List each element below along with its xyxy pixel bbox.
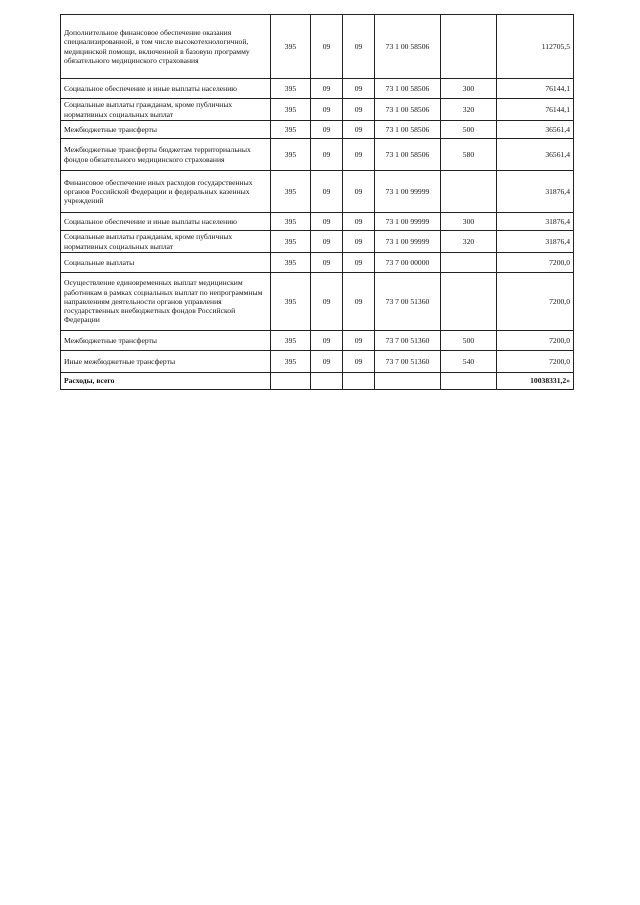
row-code-cell: 395 — [271, 99, 311, 121]
row-rz-cell: 09 — [311, 121, 343, 139]
row-vr-cell — [441, 273, 497, 331]
row-pr-cell: 09 — [343, 213, 375, 231]
row-pr-cell: 09 — [343, 331, 375, 351]
row-code-cell: 395 — [271, 79, 311, 99]
row-name-cell: Межбюджетные трансферты — [61, 121, 271, 139]
row-code-cell: 395 — [271, 331, 311, 351]
row-code-cell: 395 — [271, 139, 311, 171]
row-amount-cell: 7200,0 — [497, 253, 574, 273]
row-csr-cell: 73 1 00 99999 — [375, 171, 441, 213]
row-name-cell: Межбюджетные трансферты бюджетам территориальных фондов обязательного медицинского страхования — [61, 139, 271, 171]
row-rz-cell: 09 — [311, 79, 343, 99]
row-pr-cell: 09 — [343, 15, 375, 79]
row-name-cell: Осуществление единовременных выплат медицинским работникам в рамках социальных выплат по непрограммным направлениям деятельности органов управления государственных внебюджетных фондов Российской Федерации — [61, 273, 271, 331]
row-csr-cell: 73 1 00 58506 — [375, 99, 441, 121]
row-amount-cell: 36561,4 — [497, 139, 574, 171]
row-vr-cell: 300 — [441, 79, 497, 99]
row-vr-cell: 320 — [441, 231, 497, 253]
row-pr-cell: 09 — [343, 351, 375, 373]
table-row — [61, 351, 574, 373]
table-row — [61, 121, 574, 139]
empty-cell — [441, 373, 497, 390]
row-pr-cell: 09 — [343, 121, 375, 139]
row-code-cell: 395 — [271, 253, 311, 273]
row-amount-cell: 7200,0 — [497, 331, 574, 351]
table-row — [61, 231, 574, 253]
row-code-cell: 395 — [271, 231, 311, 253]
row-amount-cell: 31876,4 — [497, 213, 574, 231]
row-code-cell: 395 — [271, 121, 311, 139]
row-code-cell: 395 — [271, 213, 311, 231]
row-csr-cell: 73 1 00 99999 — [375, 231, 441, 253]
table-row — [61, 213, 574, 231]
row-rz-cell: 09 — [311, 253, 343, 273]
empty-cell — [311, 373, 343, 390]
row-vr-cell — [441, 15, 497, 79]
table-row — [61, 15, 574, 79]
row-rz-cell: 09 — [311, 351, 343, 373]
row-amount-cell: 76144,1 — [497, 79, 574, 99]
row-amount-cell: 7200,0 — [497, 273, 574, 331]
row-pr-cell: 09 — [343, 171, 375, 213]
row-csr-cell: 73 1 00 58506 — [375, 121, 441, 139]
table-row — [61, 79, 574, 99]
row-vr-cell — [441, 171, 497, 213]
total-label: Расходы, всего — [61, 373, 271, 390]
row-vr-cell: 320 — [441, 99, 497, 121]
table-row — [61, 139, 574, 171]
row-csr-cell: 73 7 00 51360 — [375, 331, 441, 351]
row-rz-cell: 09 — [311, 213, 343, 231]
row-amount-cell: 7200,0 — [497, 351, 574, 373]
table-row — [61, 171, 574, 213]
row-amount-cell: 76144,1 — [497, 99, 574, 121]
row-rz-cell: 09 — [311, 99, 343, 121]
row-amount-cell: 112705,5 — [497, 15, 574, 79]
row-code-cell: 395 — [271, 273, 311, 331]
row-name-cell: Социальные выплаты гражданам, кроме публичных нормативных социальных выплат — [61, 231, 271, 253]
table-row — [61, 331, 574, 351]
row-name-cell: Социальное обеспечение и иные выплаты населению — [61, 79, 271, 99]
row-vr-cell: 300 — [441, 213, 497, 231]
row-pr-cell: 09 — [343, 79, 375, 99]
budget-table — [60, 14, 574, 390]
row-name-cell: Дополнительное финансовое обеспечение оказания специализированной, в том числе высокотехнологичной, медицинской помощи, включенной в базовую программу обязательного медицинского страхования — [61, 15, 271, 79]
table-row — [61, 273, 574, 331]
row-rz-cell: 09 — [311, 331, 343, 351]
row-vr-cell — [441, 253, 497, 273]
table-row — [61, 253, 574, 273]
row-vr-cell: 540 — [441, 351, 497, 373]
row-code-cell: 395 — [271, 15, 311, 79]
empty-cell — [375, 373, 441, 390]
row-code-cell: 395 — [271, 171, 311, 213]
row-csr-cell: 73 1 00 58506 — [375, 79, 441, 99]
row-vr-cell: 500 — [441, 331, 497, 351]
row-rz-cell: 09 — [311, 231, 343, 253]
empty-cell — [271, 373, 311, 390]
row-pr-cell: 09 — [343, 273, 375, 331]
row-csr-cell: 73 1 00 58506 — [375, 15, 441, 79]
row-csr-cell: 73 7 00 00000 — [375, 253, 441, 273]
row-pr-cell: 09 — [343, 99, 375, 121]
row-amount-cell: 31876,4 — [497, 231, 574, 253]
row-rz-cell: 09 — [311, 139, 343, 171]
row-name-cell: Иные межбюджетные трансферты — [61, 351, 271, 373]
row-rz-cell: 09 — [311, 171, 343, 213]
row-amount-cell: 31876,4 — [497, 171, 574, 213]
row-code-cell: 395 — [271, 351, 311, 373]
row-amount-cell: 36561,4 — [497, 121, 574, 139]
row-pr-cell: 09 — [343, 253, 375, 273]
row-name-cell: Социальные выплаты гражданам, кроме публичных нормативных социальных выплат — [61, 99, 271, 121]
row-rz-cell: 09 — [311, 15, 343, 79]
table-row — [61, 99, 574, 121]
row-name-cell: Социальное обеспечение и иные выплаты населению — [61, 213, 271, 231]
total-row — [61, 373, 574, 390]
row-csr-cell: 73 7 00 51360 — [375, 351, 441, 373]
row-pr-cell: 09 — [343, 231, 375, 253]
row-name-cell: Социальные выплаты — [61, 253, 271, 273]
row-csr-cell: 73 1 00 99999 — [375, 213, 441, 231]
row-rz-cell: 09 — [311, 273, 343, 331]
total-amount: 10038331,2» — [497, 373, 574, 390]
row-name-cell: Финансовое обеспечение иных расходов государственных органов Российской Федерации и федеральных казенных учреждений — [61, 171, 271, 213]
row-vr-cell: 580 — [441, 139, 497, 171]
row-vr-cell: 500 — [441, 121, 497, 139]
row-name-cell: Межбюджетные трансферты — [61, 331, 271, 351]
row-csr-cell: 73 7 00 51360 — [375, 273, 441, 331]
empty-cell — [343, 373, 375, 390]
row-csr-cell: 73 1 00 58506 — [375, 139, 441, 171]
row-pr-cell: 09 — [343, 139, 375, 171]
